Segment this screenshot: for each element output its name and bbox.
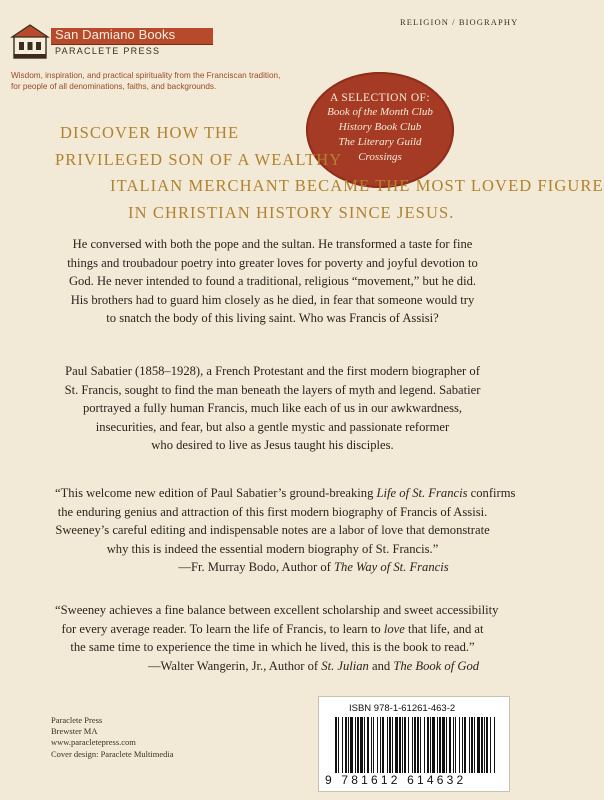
paragraph-line: to snatch the body of this living saint. Who was Francis of Assisi?: [106, 311, 439, 326]
publisher-imprint: PARACLETE PRESS: [55, 46, 161, 56]
quote-attribution: —Fr. Murray Bodo, Author of The Way of St. Francis: [178, 560, 449, 575]
badge-club: Book of the Month Club: [327, 106, 433, 118]
paragraph-line: things and troubadour poetry into greater loves for poverty and joyful devotion to: [67, 255, 478, 270]
quote-line: Sweeney’s careful editing and indispensable notes are a labor of love that demonstrate: [55, 523, 490, 538]
publisher-tagline: [11, 70, 301, 92]
category-label: RELIGION / BIOGRAPHY: [400, 17, 519, 27]
imprint-line: Brewster MA: [51, 726, 98, 737]
paragraph-line: His brothers had to guard him closely as he died, in fear that someone would try: [70, 292, 475, 307]
book-club-badge: [306, 72, 454, 188]
barcode-digits: 9 781612 614632: [325, 773, 467, 787]
quote-line: for every average reader. To learn the life of Francis, to learn to love that life, and at: [61, 621, 484, 636]
quote-line: “This welcome new edition of Paul Sabatier’s ground-breaking Life of St. Francis confirms: [55, 486, 516, 500]
paragraph-line: who desired to live as Jesus taught his disciples.: [151, 438, 394, 453]
tagline-line: Wisdom, inspiration, and practical spirituality from the Franciscan tradition,: [11, 71, 281, 80]
quote-line: the enduring genius and attraction of this first modern biography of Francis of Assisi.: [57, 504, 488, 519]
imprint-website: www.paracletepress.com: [51, 737, 136, 748]
endorsement-quote-2: [55, 601, 499, 675]
isbn-number: ISBN 978-1-61261-463-2: [349, 703, 456, 714]
publisher-name: San Damiano Books: [55, 27, 176, 42]
headline-line: IN CHRISTIAN HISTORY SINCE JESUS.: [128, 203, 455, 222]
badge-club: Crossings: [358, 151, 402, 163]
paragraph-line: St. Francis, sought to find the man beneath the layers of myth and legend. Sabatier: [64, 382, 481, 397]
church-icon: [11, 22, 49, 60]
imprint-line: Paraclete Press: [51, 715, 103, 725]
paragraph-line: He conversed with both the pope and the sultan. He transformed a taste for fine: [72, 237, 473, 251]
quote-attribution: —Walter Wangerin, Jr., Author of St. Julian and The Book of God: [147, 658, 480, 673]
description-paragraph-2: [55, 362, 490, 455]
headline-line: DISCOVER HOW THE: [60, 123, 240, 142]
publisher-imprint-info: [51, 715, 201, 760]
headline-line: PRIVILEGED SON OF A WEALTHY: [55, 150, 343, 169]
paragraph-line: insecurities, and fear, but also a gentle mystic and passionate reformer: [95, 419, 450, 434]
publisher-logo: [11, 22, 203, 60]
endorsement-quote-1: [55, 484, 516, 577]
badge-club: History Book Club: [338, 121, 422, 133]
isbn-barcode-box: [318, 696, 510, 792]
description-paragraph-1: [55, 235, 490, 328]
headline-line: ITALIAN MERCHANT BECAME THE MOST LOVED FIGURE: [110, 176, 604, 195]
imprint-line: Cover design: Paraclete Multimedia: [51, 748, 174, 759]
quote-line: why this is indeed the essential modern biography of St. Francis.”: [106, 541, 439, 556]
paragraph-line: Paul Sabatier (1858–1928), a French Protestant and the first modern biographer of: [65, 364, 480, 378]
paragraph-line: portrayed a fully human Francis, much like each of us in our awkwardness,: [82, 401, 463, 416]
quote-line: “Sweeney achieves a fine balance between excellent scholarship and sweet accessibility: [55, 603, 499, 617]
badge-heading: A SELECTION OF:: [330, 92, 430, 104]
tagline-line: for people of all denominations, faiths, and backgrounds.: [11, 82, 217, 91]
quote-line: the same time to experience the time in which he lived, this is the book to read.”: [70, 640, 475, 655]
paragraph-line: God. He never intended to found a traditional, religious “movement,” but he did.: [68, 274, 477, 289]
badge-club: The Literary Guild: [338, 136, 422, 148]
barcode: [333, 717, 497, 773]
